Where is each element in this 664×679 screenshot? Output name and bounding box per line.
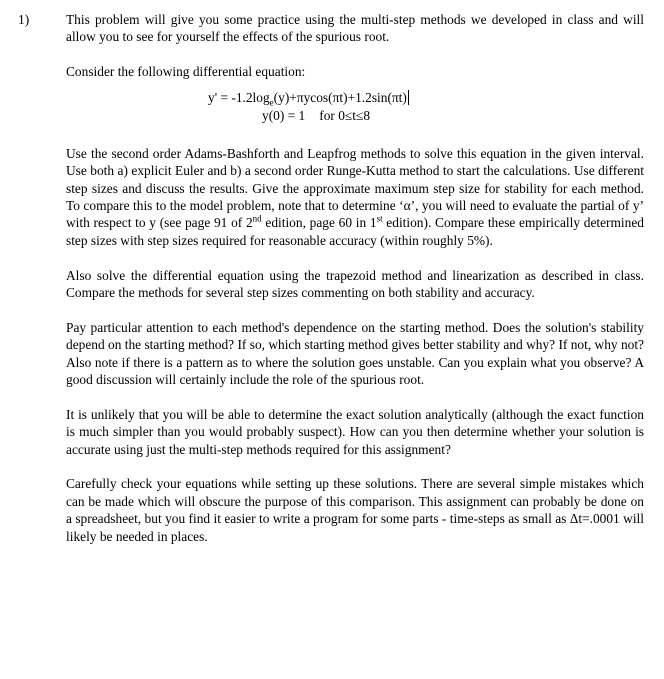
- attention-paragraph: Pay particular attention to each method's dependence on the starting method. Does the solution's stability depend on the starting method? If so, which starting method gives better stability and why? If not, why not? Also note if there is a pattern as to where the solution goes unstable. Can you explain what you observe? A good discussion will certainly include the role of the spurious root.: [66, 319, 644, 388]
- equation-block: [66, 89, 644, 127]
- methods-text-2: edition, page 60 in 1: [261, 215, 377, 231]
- methods-text-3: edition). Compare these empirically determined step sizes with step sizes required for reasonable accuracy (within roughly 5%).: [66, 215, 644, 248]
- problem-number: 1): [18, 12, 30, 27]
- initial-condition-line: [262, 107, 370, 124]
- superscript-nd: nd: [252, 213, 262, 224]
- initial-condition: y(0) = 1: [262, 107, 306, 123]
- interval: for 0≤t≤8: [319, 107, 371, 123]
- consider-line: Consider the following differential equation:: [66, 64, 306, 80]
- equation-rhs: (y)+πycos(πt)+1.2sin(πt): [273, 89, 407, 105]
- superscript-st: st: [376, 213, 383, 224]
- differential-equation: [208, 89, 409, 106]
- problem-body: [66, 11, 644, 545]
- exact-solution-paragraph: It is unlikely that you will be able to determine the exact solution analytically (although the exact function is much simpler than you would probably suspect). How can you then determine whether your solution is accurate using just the multi-step methods required for this assignment?: [66, 406, 644, 457]
- methods-text-1: Use the second order Adams-Bashforth and Leapfrog methods to solve this equation in the given interval. Use both a) explicit Euler and b) a second order Runge-Kutta method to start the calculations. Use different step sizes and discuss the results. Give the approximate maximum step size for stability for each method. To compare this to the model problem, note that to determine ‘α’, you will need to evaluate the partial of y’ with respect to y (see page 91 of 2: [66, 145, 644, 231]
- check-paragraph: Carefully check your equations while setting up these solutions. There are several simple mistakes which can be made which will obscure the purpose of this comparison. This assignment can probably be done on a spreadsheet, but you find it easier to write a program for some parts - time-steps as small as Δt=.0001 will likely be needed in places.: [66, 476, 644, 544]
- methods-paragraph: [66, 145, 644, 249]
- log-base: e: [269, 97, 274, 108]
- text-cursor: [408, 90, 409, 105]
- intro-paragraph: This problem will give you some practice using the multi-step methods we developed in class and will allow you to see for yourself the effects of the spurious root.: [66, 12, 644, 45]
- trapezoid-paragraph: Also solve the differential equation using the trapezoid method and linearization as described in class. Compare the methods for several step sizes commenting on both stability and accuracy.: [66, 267, 644, 301]
- equation-lhs: y' = -1.2log: [208, 89, 270, 105]
